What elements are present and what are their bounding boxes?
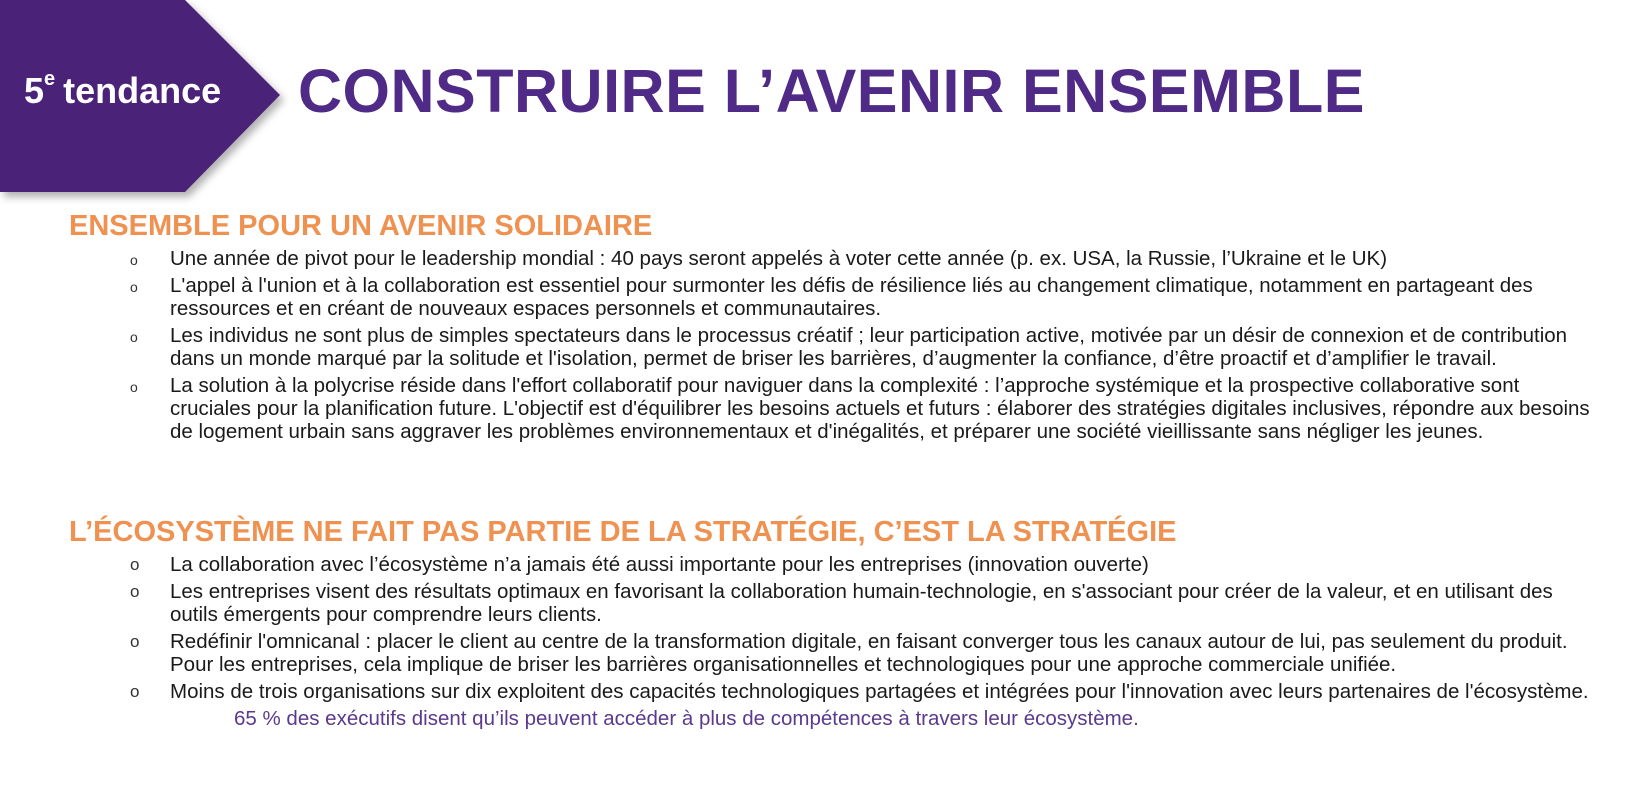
bullet-icon: o — [130, 379, 138, 395]
bullet-icon: o — [130, 252, 138, 268]
list-item — [69, 374, 1599, 443]
bullet-text: Redéfinir l'omnicanal : placer le client au centre de la transformation digitale, en faisant converger tous les canaux autour de lui, pas seulement du produit. Pour les entreprises, cela implique de briser les barrières organisationnelles et technologiques pour une approche commerciale unifiée. — [170, 630, 1568, 676]
section-ecosystem — [69, 516, 1599, 730]
badge-number: 5 — [24, 70, 45, 111]
list-item — [69, 274, 1599, 320]
bullet-list — [69, 247, 1599, 443]
list-item — [69, 630, 1599, 676]
badge-label — [24, 70, 221, 112]
bullet-icon: o — [130, 582, 140, 601]
list-item — [69, 580, 1599, 626]
list-item — [69, 680, 1599, 703]
bullet-icon: o — [130, 279, 138, 295]
section-heading: L’ÉCOSYSTÈME NE FAIT PAS PARTIE DE LA STRATÉGIE, C’EST LA STRATÉGIE — [69, 516, 1177, 548]
badge-word: tendance — [63, 70, 222, 111]
page-title: CONSTRUIRE L’AVENIR ENSEMBLE — [298, 57, 1365, 125]
bullet-text: Moins de trois organisations sur dix exploitent des capacités technologiques partagées et intégrées pour l'innovation avec leurs partenaires de l'écosystème. — [170, 680, 1589, 703]
bullet-icon: o — [130, 632, 140, 651]
bullet-text: Les individus ne sont plus de simples spectateurs dans le processus créatif ; leur participation active, motivée par un désir de connexion et de contribution dans un monde marqué par la solitude et l'isolation, permet de briser les barrières, d’augmenter la confiance, d’être proactif et d’amplifier le travail. — [170, 324, 1568, 370]
bullet-text: La solution à la polycrise réside dans l'effort collaboratif pour naviguer dans la complexité : l’approche systémique et la prospective collaborative sont cruciales pour la planification future. L'objectif est d'équilibrer les besoins actuels et futurs : élaborer des stratégies digitales inclusives, répondre aux besoins de logement urbain sans aggraver les problèmes environnementaux et d'inégalités, et préparer une société vieillissante sans négliger les jeunes. — [170, 374, 1590, 443]
bullet-text: Les entreprises visent des résultats optimaux en favorisant la collaboration humain-technologie, en s'associant pour créer de la valeur, et en utilisant des outils émergents pour comprendre leurs clients. — [170, 580, 1553, 626]
bullet-icon: o — [130, 682, 140, 701]
bullet-icon: o — [130, 329, 138, 345]
bullet-list — [69, 553, 1599, 703]
list-item — [69, 324, 1599, 370]
bullet-text: La collaboration avec l’écosystème n’a jamais été aussi importante pour les entreprises (innovation ouverte) — [170, 553, 1149, 576]
section-heading: ENSEMBLE POUR UN AVENIR SOLIDAIRE — [69, 210, 653, 242]
bullet-text: L'appel à l'union et à la collaboration est essentiel pour surmonter les défis de résilience liés au changement climatique, notamment en partageant des ressources et en créant de nouveaux espaces personnels et communautaires. — [170, 274, 1533, 320]
list-item — [69, 247, 1599, 270]
bullet-text: Une année de pivot pour le leadership mondial : 40 pays seront appelés à voter cette année (p. ex. USA, la Russie, l’Ukraine et le UK) — [170, 247, 1388, 270]
badge-superscript: e — [44, 68, 56, 90]
bullet-icon: o — [130, 555, 140, 574]
section-solidarity — [69, 210, 1599, 447]
statistic-highlight: 65 % des exécutifs disent qu’ils peuvent accéder à plus de compétences à travers leur écosystème. — [234, 707, 1139, 730]
trend-badge — [0, 0, 280, 192]
list-item — [69, 553, 1599, 576]
